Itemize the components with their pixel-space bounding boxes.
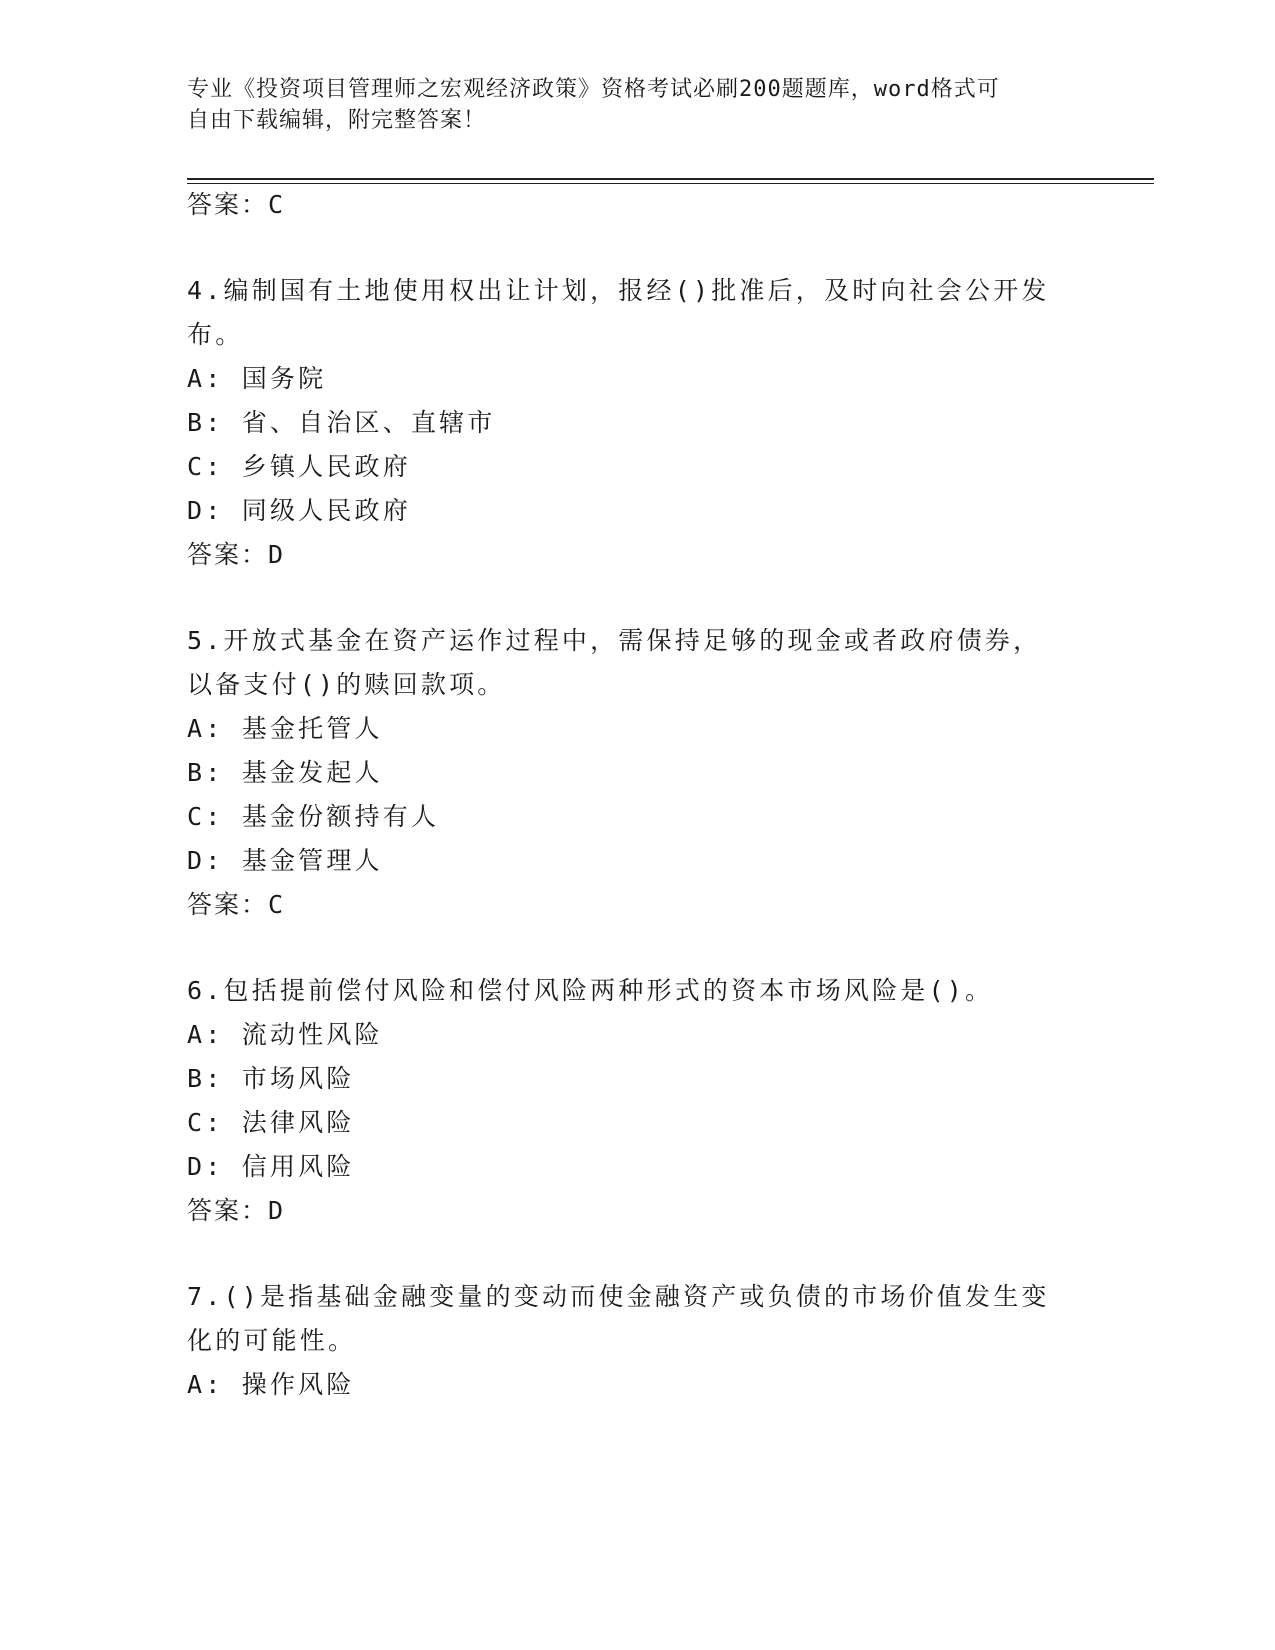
question-5-option-a: A: 基金托管人: [187, 714, 383, 743]
question-5-option-d: D: 基金管理人: [187, 846, 383, 875]
question-4-stem-line-1: 4.编制国有土地使用权出让计划，报经()批准后，及时向社会公开发: [187, 276, 1050, 305]
question-5-stem-line-2: 以备支付()的赎回款项。: [187, 670, 506, 699]
header-rule-thick: [187, 178, 1154, 180]
header-rule-thin: [187, 183, 1154, 184]
question-5-option-b: B: 基金发起人: [187, 758, 383, 787]
answer-line: 答案：C: [187, 190, 286, 219]
question-5-option-c: C: 基金份额持有人: [187, 802, 440, 831]
question-4-answer: 答案：D: [187, 540, 286, 569]
header-line-2: 自由下载编辑，附完整答案！: [187, 108, 487, 133]
question-7-stem-line-2: 化的可能性。: [187, 1326, 357, 1355]
document-header: [187, 74, 1067, 136]
question-4-option-b: B: 省、自治区、直辖市: [187, 408, 496, 437]
question-6-option-d: D: 信用风险: [187, 1152, 355, 1181]
question-7-stem-line-1: 7.()是指基础金融变量的变动而使金融资产或负债的市场价值发生变: [187, 1282, 1050, 1311]
question-4-option-a: A: 国务院: [187, 364, 327, 393]
question-4-option-c: C: 乡镇人民政府: [187, 452, 411, 481]
question-5-stem-line-1: 5.开放式基金在资产运作过程中，需保持足够的现金或者政府债券，: [187, 626, 1042, 655]
question-4-stem-line-2: 布。: [187, 320, 244, 349]
question-6-option-a: A: 流动性风险: [187, 1020, 383, 1049]
question-6-option-b: B: 市场风险: [187, 1064, 355, 1093]
question-6-stem-line-1: 6.包括提前偿付风险和偿付风险两种形式的资本市场风险是()。: [187, 976, 994, 1005]
question-6-answer: 答案：D: [187, 1196, 286, 1225]
question-4-option-d: D: 同级人民政府: [187, 496, 411, 525]
question-6-option-c: C: 法律风险: [187, 1108, 355, 1137]
question-7-option-a: A: 操作风险: [187, 1370, 355, 1399]
header-line-1: 专业《投资项目管理师之宏观经济政策》资格考试必刷200题题库，word格式可: [187, 77, 1000, 102]
question-5-answer: 答案：C: [187, 890, 286, 919]
